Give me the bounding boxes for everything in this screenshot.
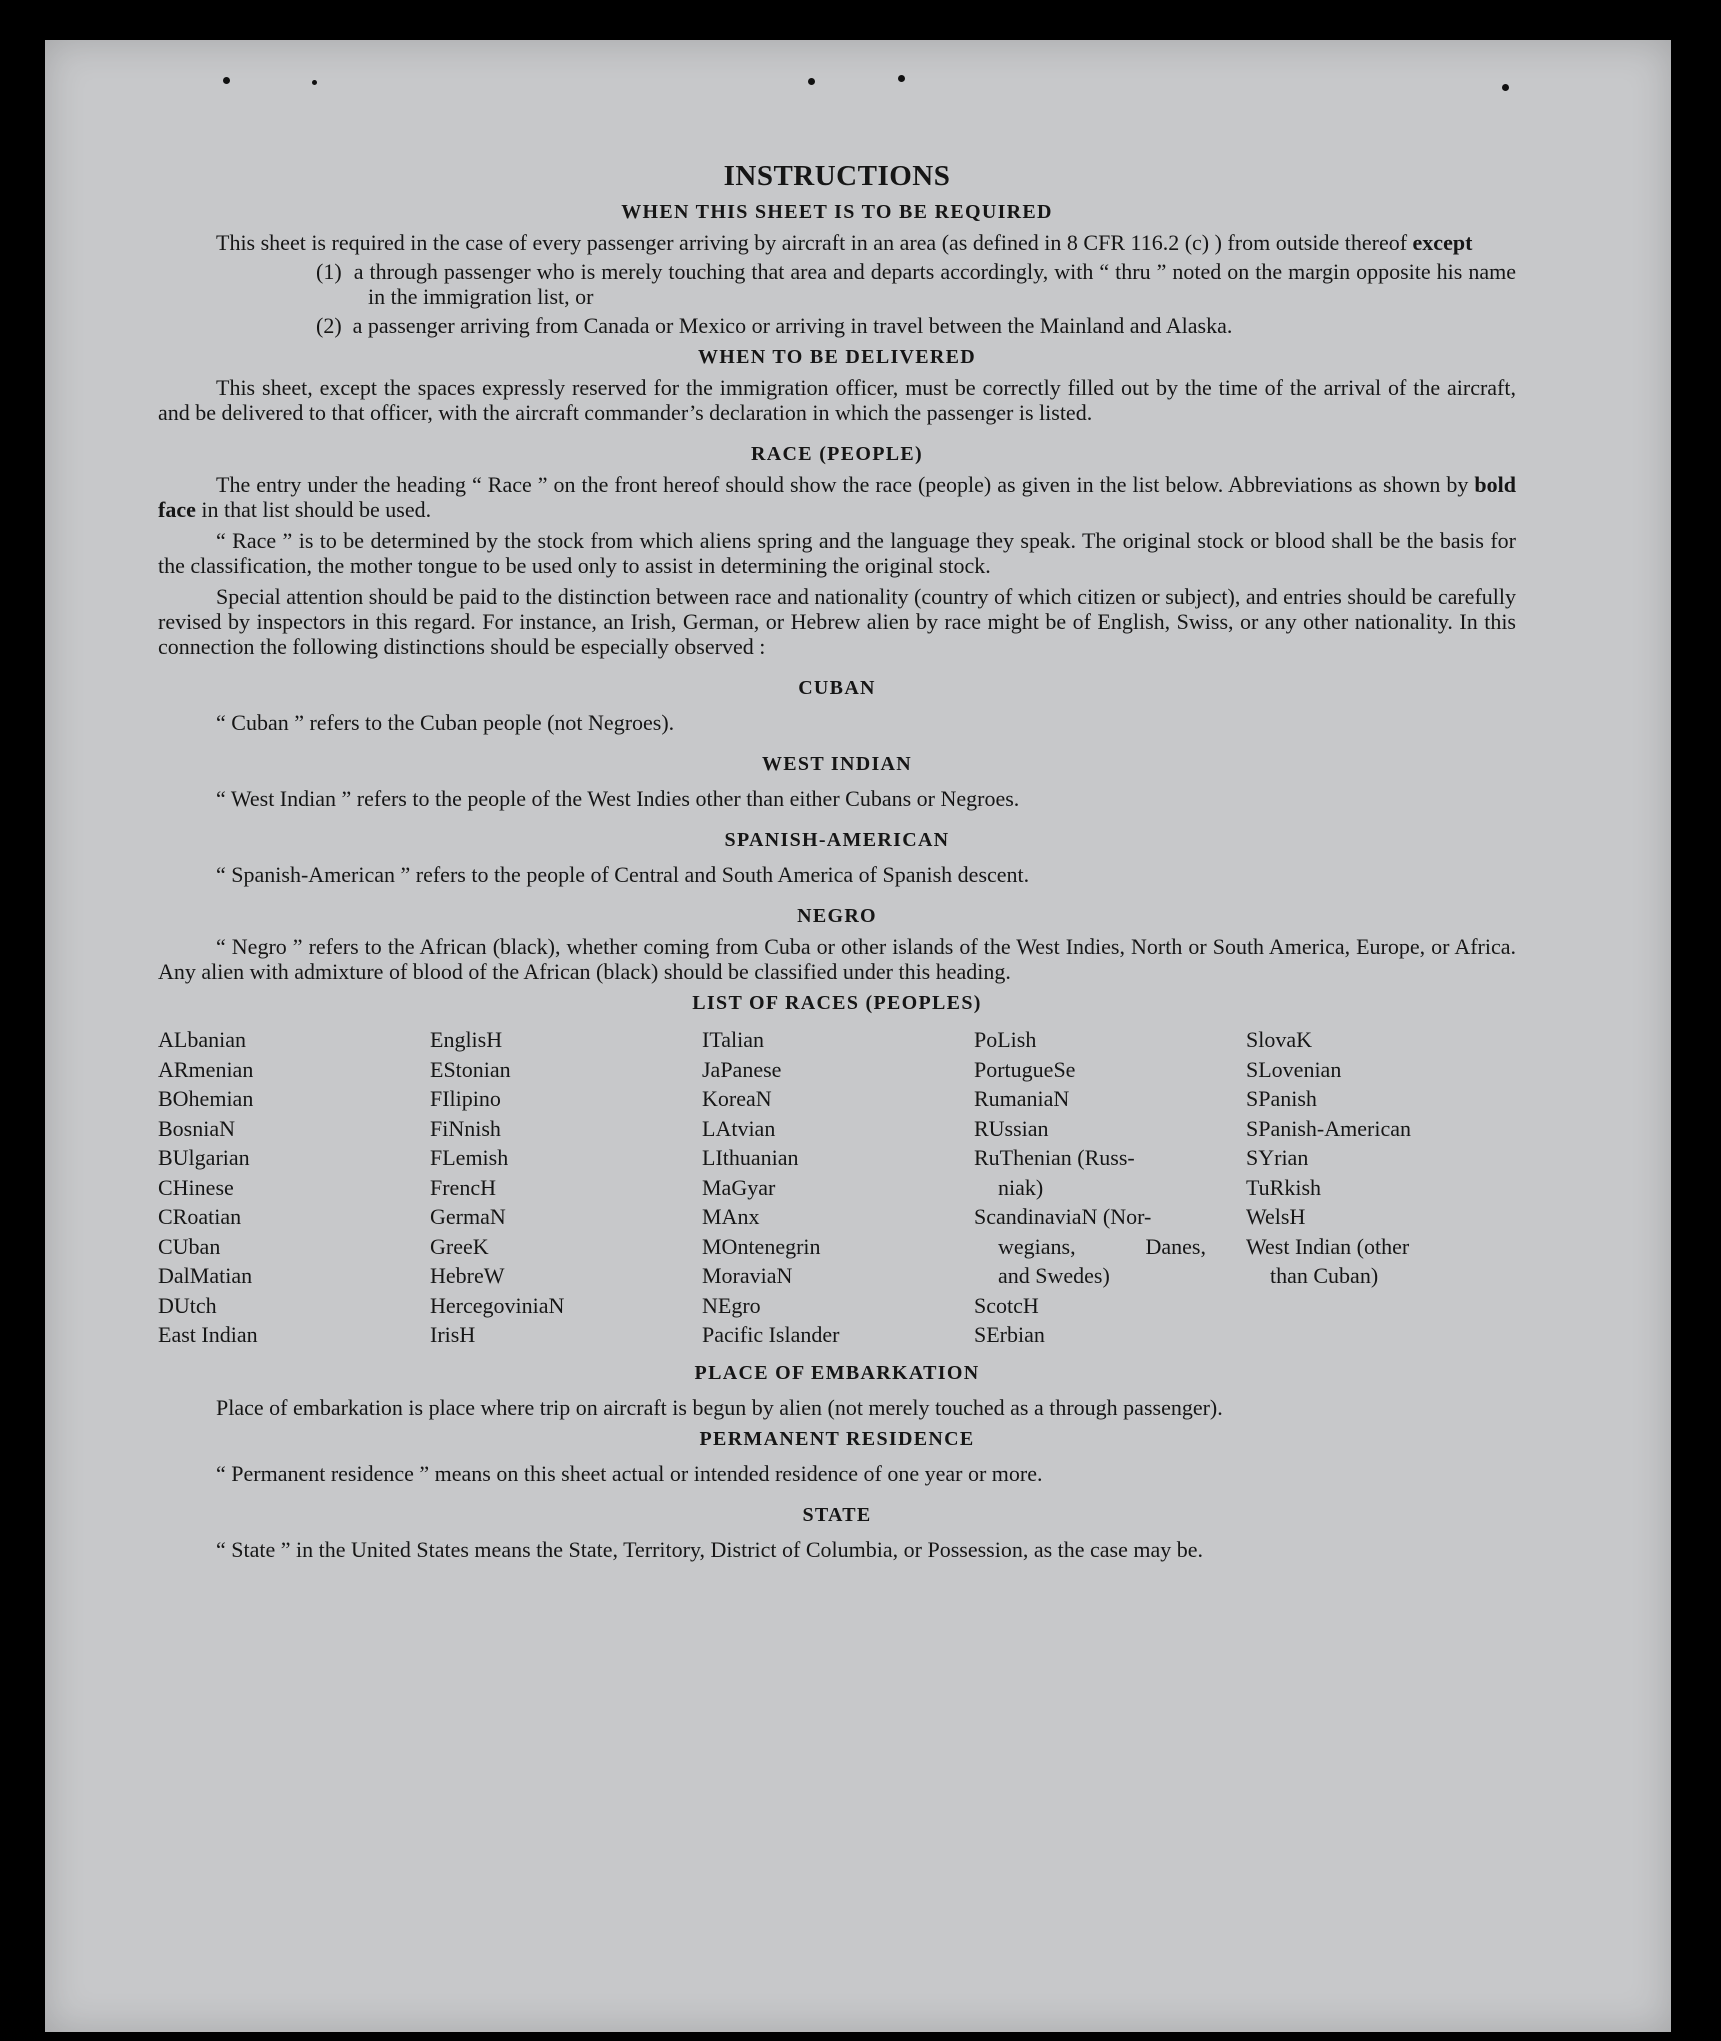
race-entry-continuation: than Cuban) xyxy=(1270,1263,1379,1288)
race-entry: RuThenian (Russ- xyxy=(974,1145,1135,1170)
race-entry: FiNnish xyxy=(430,1115,501,1141)
race-entry: ITalian xyxy=(702,1027,764,1052)
race-entry: RumaniaN xyxy=(974,1086,1070,1111)
race-entry: MAnx xyxy=(702,1204,760,1229)
race-entry: NEgro xyxy=(702,1292,761,1318)
list-item-exception-2: (2) a passenger arriving from Canada or Mexico or arriving in travel between the Mainland and Alaska. xyxy=(316,313,1233,338)
race-entry: ARmenian xyxy=(158,1056,254,1082)
punch-mark xyxy=(223,77,230,84)
race-entry: SPanish-American xyxy=(1246,1115,1411,1141)
race-entry: MOntenegrin xyxy=(702,1233,821,1259)
race-entry: ScandinaviaN (Nor- xyxy=(974,1204,1152,1229)
races-table xyxy=(158,1025,1516,1350)
heading-list-of-races: LIST OF RACES (PEOPLES) xyxy=(692,992,982,1014)
race-entry-continuation: niak) xyxy=(998,1174,1044,1200)
race-entry-continuation: wegians, Danes, xyxy=(998,1233,1206,1259)
race-entry: SPanish xyxy=(1246,1086,1317,1111)
race-entry: SYrian xyxy=(1246,1145,1309,1170)
paragraph-when-required: This sheet is required in the case of every passenger arriving by aircraft in an area (as defined in 8 CFR 116.2 (c) ) from outside thereof except xyxy=(216,230,1473,255)
race-entry: DUtch xyxy=(158,1292,217,1318)
punch-mark xyxy=(898,75,905,82)
race-entry: CRoatian xyxy=(158,1204,242,1229)
paragraph-permanent-residence: “ Permanent residence ” means on this sheet actual or intended residence of one year or more. xyxy=(216,1460,1043,1486)
heading-embarkation: PLACE OF EMBARKATION xyxy=(694,1361,980,1384)
race-entry: ALbanian xyxy=(158,1027,246,1052)
list-item-exception-1: (1) a through passenger who is merely touching that area and departs accordingly, with “ thru ” noted on the margin opposite his name in the immigration list, or xyxy=(316,259,1517,309)
race-entry: HebreW xyxy=(430,1263,505,1288)
heading-race: RACE (PEOPLE) xyxy=(751,443,923,465)
paragraph-state: “ State ” in the United States means the State, Territory, District of Columbia, or Possession, as the case may be. xyxy=(216,1536,1204,1562)
race-entry: DalMatian xyxy=(158,1263,253,1288)
heading-spanish-american: SPANISH-AMERICAN xyxy=(724,829,950,851)
race-entry: FLemish xyxy=(430,1145,509,1170)
race-entry: PoLish xyxy=(974,1027,1037,1052)
race-entry: JaPanese xyxy=(702,1056,782,1082)
race-entry: IrisH xyxy=(430,1322,476,1347)
race-entry: KoreaN xyxy=(702,1086,772,1111)
race-entry-continuation: and Swedes) xyxy=(998,1263,1110,1288)
race-entry: EnglisH xyxy=(430,1027,503,1052)
race-entry: EStonian xyxy=(430,1056,511,1082)
race-entry: PortugueSe xyxy=(974,1056,1076,1082)
heading-cuban: CUBAN xyxy=(798,677,876,699)
heading-state: STATE xyxy=(802,1503,872,1526)
race-entry: ScotcH xyxy=(974,1292,1039,1318)
race-entry: West Indian (other xyxy=(1246,1233,1410,1259)
paragraph-cuban: “ Cuban ” refers to the Cuban people (not Negroes). xyxy=(216,710,675,735)
punch-mark xyxy=(808,78,815,85)
heading-when-delivered: WHEN TO BE DELIVERED xyxy=(697,346,977,368)
page-title: INSTRUCTIONS xyxy=(723,160,951,192)
race-entry: LAtvian xyxy=(702,1115,776,1141)
race-entry: East Indian xyxy=(158,1322,258,1347)
race-entry: LIthuanian xyxy=(702,1145,799,1170)
race-entry: SErbian xyxy=(974,1322,1045,1347)
race-entry: MoraviaN xyxy=(702,1263,793,1288)
heading-permanent-residence: PERMANENT RESIDENCE xyxy=(699,1427,975,1450)
paragraph-spanish-american: “ Spanish-American ” refers to the people of Central and South America of Spanish descent. xyxy=(216,862,1030,887)
races-column-4 xyxy=(974,1025,1206,1350)
race-entry: MaGyar xyxy=(702,1174,776,1200)
paragraph-west-indian: “ West Indian ” refers to the people of the West Indies other than either Cubans or Negroes. xyxy=(216,786,1020,811)
races-column-2 xyxy=(430,1025,702,1350)
race-entry: CHinese xyxy=(158,1174,234,1200)
race-entry: BUlgarian xyxy=(158,1145,250,1170)
heading-negro: NEGRO xyxy=(797,905,877,927)
races-column-5 xyxy=(1246,1025,1476,1350)
race-entry: GreeK xyxy=(430,1233,489,1259)
punch-mark xyxy=(312,80,317,85)
races-column-1 xyxy=(158,1025,430,1350)
punch-mark xyxy=(1502,84,1509,91)
race-entry: WelsH xyxy=(1246,1204,1306,1229)
race-entry: HercegoviniaN xyxy=(430,1292,565,1318)
paragraph-race-1: The entry under the heading “ Race ” on the front hereof should show the race (people) as given in the list below. Abbreviations as shown by bold face in that list should be used. xyxy=(158,472,1516,522)
paragraph-negro: “ Negro ” refers to the African (black), whether coming from Cuba or other islands of the West Indies, North or South America, Europe, or Africa. Any alien with admixture of blood of the African (black) should be classified under this heading. xyxy=(158,934,1516,984)
race-entry: FrencH xyxy=(430,1174,496,1200)
race-entry: RUssian xyxy=(974,1115,1049,1141)
paragraph-embarkation: Place of embarkation is place where trip on aircraft is begun by alien (not merely touched as a through passenger). xyxy=(216,1394,1223,1420)
heading-west-indian: WEST INDIAN xyxy=(761,753,913,775)
race-entry: SLovenian xyxy=(1246,1056,1342,1082)
heading-when-required: WHEN THIS SHEET IS TO BE REQUIRED xyxy=(621,201,1053,223)
paragraph-race-2: “ Race ” is to be determined by the stock from which aliens spring and the language they speak. The original stock or blood shall be the basis for the classification, the mother tongue to be used only to assist in determining the original stock. xyxy=(158,528,1516,578)
race-entry: CUban xyxy=(158,1233,221,1259)
race-entry: BOhemian xyxy=(158,1086,254,1111)
paragraph-race-3: Special attention should be paid to the distinction between race and nationality (country of which citizen or subject), and entries should be carefully revised by inspectors in this regard. For instance, an Irish, German, or Hebrew alien by race might be of English, Swiss, or any other nationality. In this connection the following distinctions should be especially observed : xyxy=(158,584,1516,659)
race-entry: TuRkish xyxy=(1246,1174,1322,1200)
races-column-3 xyxy=(702,1025,974,1350)
paragraph-when-delivered: This sheet, except the spaces expressly reserved for the immigration officer, must be correctly filled out by the time of the arrival of the aircraft, and be delivered to that officer, with the aircraft commander’s declaration in which the passenger is listed. xyxy=(158,375,1516,425)
instructions-content xyxy=(158,160,1516,1562)
race-entry: BosniaN xyxy=(158,1115,235,1141)
race-entry: SlovaK xyxy=(1246,1027,1312,1052)
race-entry: Pacific Islander xyxy=(702,1322,840,1347)
race-entry: FIlipino xyxy=(430,1086,501,1111)
race-entry: GermaN xyxy=(430,1204,506,1229)
